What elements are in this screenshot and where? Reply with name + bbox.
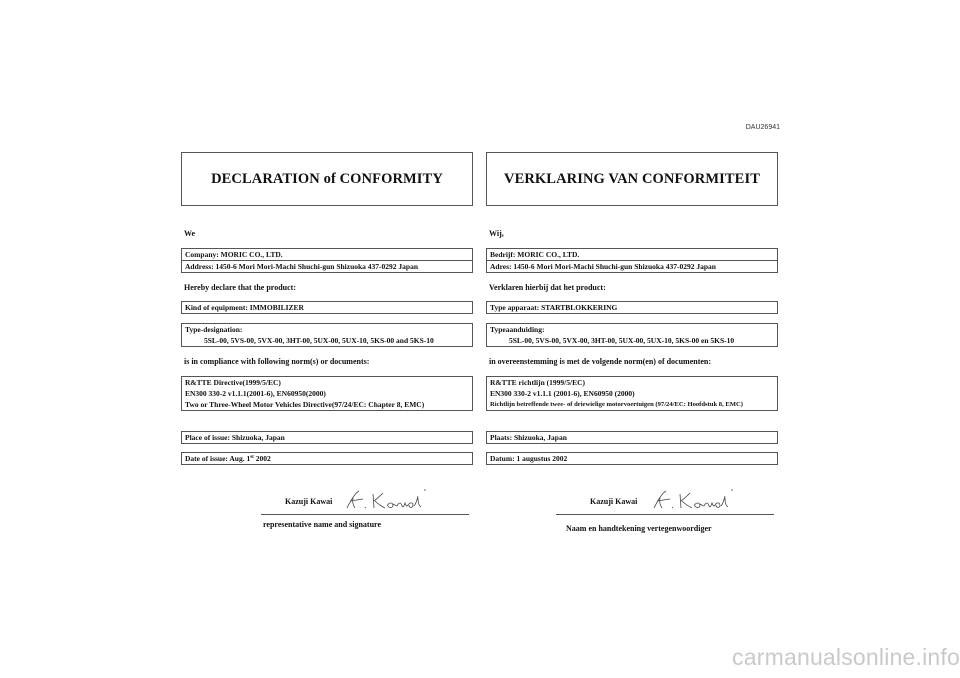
date-of-issue-dutch: Datum: 1 augustus 2002 (490, 454, 568, 463)
company-box (181, 248, 473, 273)
intro-text-dutch: Wij, (489, 229, 504, 238)
company-address: Address: 1450-6 Mori Mori-Machi Shuchi-gun Shizuoka 437-0292 Japan (182, 260, 472, 272)
declare-text-dutch: Verklaren hierbij dat het product: (489, 283, 606, 292)
signature-image-dutch (648, 486, 748, 514)
signer-name: Kazuji Kawai (285, 497, 333, 506)
compliance-text-dutch: in overeenstemming is met de volgende norm(en) of documenten: (489, 357, 712, 366)
signer-name-dutch: Kazuji Kawai (590, 497, 638, 506)
norm-line-3-dutch: Richtlijn betreffende twee- of driewielige motorvoertuigen (97/24/EC: Hoofdstuk 8, EMC) (490, 401, 743, 408)
norms-box-dutch (486, 376, 778, 411)
equipment-kind: Kind of equipment: IMMOBILIZER (185, 303, 304, 312)
norm-line-1-dutch: R&TTE richtlijn (1999/5/EC) (490, 378, 585, 387)
page-title-dutch: VERKLARING VAN CONFORMITEIT (486, 152, 778, 206)
equipment-box-dutch (486, 301, 778, 314)
type-box-dutch (486, 323, 778, 347)
intro-text: We (184, 229, 196, 238)
declaration-english (181, 152, 473, 529)
norms-box (181, 376, 473, 411)
date-box-dutch (486, 452, 778, 465)
signature-caption: representative name and signature (263, 520, 381, 529)
equipment-kind-dutch: Type apparaat: STARTBLOKKERING (490, 303, 618, 312)
company-address-dutch: Adres: 1450-6 Mori Mori-Machi Shuchi-gun Shizuoka 437-0292 Japan (487, 260, 777, 272)
company-box-dutch (486, 248, 778, 273)
compliance-text: is in compliance with following norm(s) or documents: (184, 357, 370, 366)
norm-line-1: R&TTE Directive(1999/5/EC) (185, 378, 281, 387)
signature-line (261, 514, 469, 515)
type-value: 5SL-00, 5VS-00, 5VX-00, 3HT-00, 5UX-00, 5UX-10, 5KS-00 and 5KS-10 (204, 336, 434, 345)
norm-line-2: EN300 330-2 v1.1.1(2001-6), EN60950(2000) (185, 389, 326, 398)
place-of-issue-dutch: Plaats: Shizuoka, Japan (490, 433, 567, 442)
norm-line-2-dutch: EN300 330-2 v1.1.1 (2001-6), EN60950 (2000) (490, 389, 635, 398)
page-title: DECLARATION of CONFORMITY (181, 152, 473, 206)
type-label: Type-designation: (185, 325, 243, 334)
date-of-issue: Date of issue: Aug. 1st 2002 (185, 454, 271, 463)
norm-line-3: Two or Three-Wheel Motor Vehicles Directive(97/24/EC: Chapter 8, EMC) (185, 400, 425, 409)
type-label-dutch: Typeaanduiding: (490, 325, 545, 334)
signature-image (341, 486, 441, 514)
declare-text: Hereby declare that the product: (184, 283, 296, 292)
declaration-dutch (486, 152, 778, 533)
type-box (181, 323, 473, 347)
place-of-issue: Place of issue: Shizuoka, Japan (185, 433, 285, 442)
date-box (181, 452, 473, 465)
place-box-dutch (486, 431, 778, 444)
place-box (181, 431, 473, 444)
company-name: Company: MORIC CO., LTD. (185, 250, 283, 259)
company-name-dutch: Bedrijf: MORIC CO., LTD. (490, 250, 580, 259)
signature-caption-dutch: Naam en handtekening vertegenwoordiger (566, 524, 712, 533)
document-code: DAU26941 (745, 124, 780, 131)
watermark-text: carmanualsonline.info (732, 644, 960, 670)
equipment-box (181, 301, 473, 314)
type-value-dutch: 5SL-00, 5VS-00, 5VX-00, 3HT-00, 5UX-00, 5UX-10, 5KS-00 en 5KS-10 (509, 336, 735, 345)
signature-line-dutch (556, 514, 774, 515)
